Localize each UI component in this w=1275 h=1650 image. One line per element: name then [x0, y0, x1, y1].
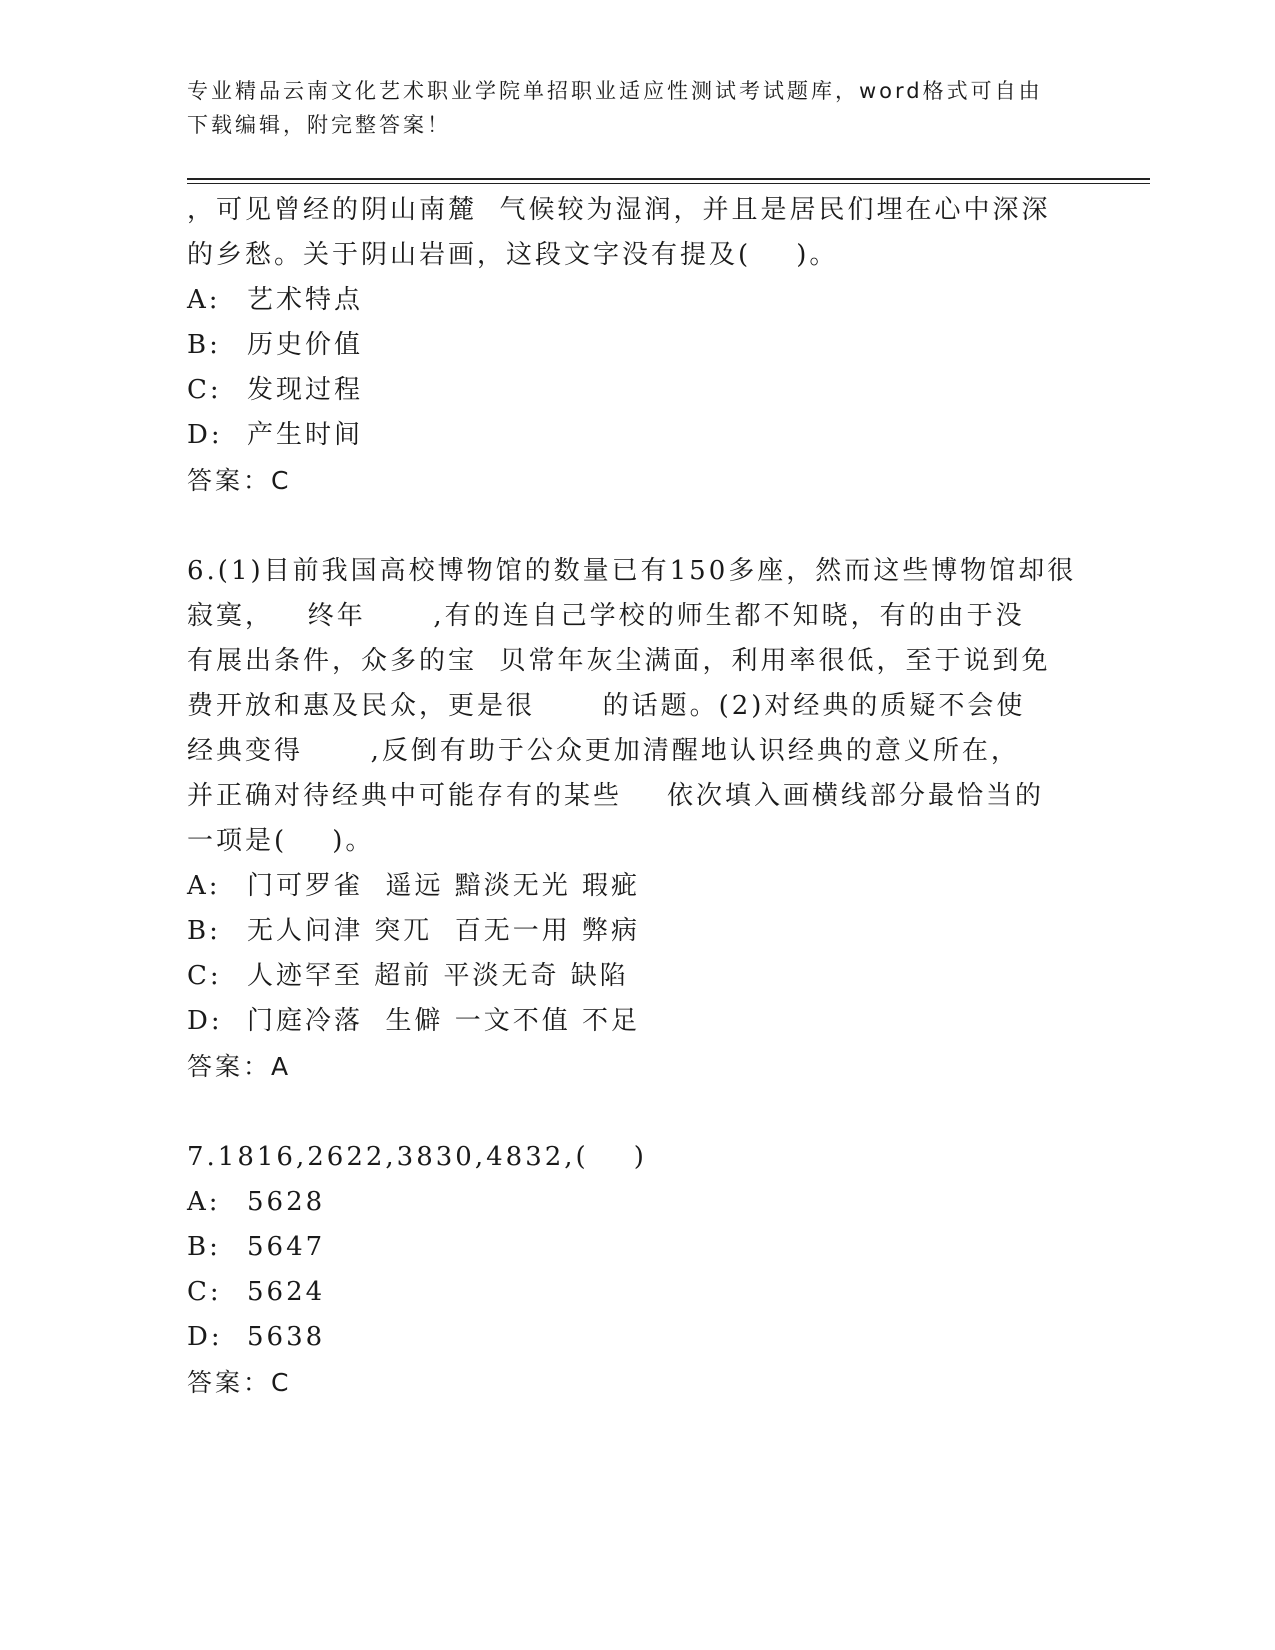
option-text: 人迹罕至 超前 平淡无奇 缺陷 [247, 961, 629, 991]
option-label: B: [187, 330, 221, 360]
option-text: 产生时间 [247, 420, 364, 450]
header-divider-thin [187, 183, 1150, 184]
option-text: 门可罗雀 遥远 黯淡无光 瑕疵 [247, 871, 641, 901]
option-d [187, 1315, 1087, 1360]
option-text: 艺术特点 [247, 285, 364, 315]
header-line: 专业精品云南文化艺术职业学院单招职业适应性测试考试题库，word格式可自由 [187, 79, 1043, 103]
option-text: 历史价值 [247, 330, 364, 360]
question-text-line: 6.(1)目前我国高校博物馆的数量已有150多座，然而这些博物馆却很 [187, 556, 1077, 586]
option-label: C: [187, 375, 222, 405]
option-label: A: [187, 871, 221, 901]
option-text: 发现过程 [247, 375, 364, 405]
question-text-line: 的乡愁。关于阴山岩画，这段文字没有提及( )。 [187, 240, 839, 270]
option-c [187, 954, 1087, 999]
question-text-line: 费开放和惠及民众，更是很 的话题。(2)对经典的质疑不会使 [187, 691, 1026, 721]
option-a [187, 278, 1087, 323]
option-label: C: [187, 1277, 222, 1307]
question-7 [187, 1135, 1087, 1405]
option-label: B: [187, 916, 221, 946]
option-text: 无人问津 突兀 百无一用 弊病 [247, 916, 641, 946]
option-d [187, 413, 1087, 458]
option-label: A: [187, 1187, 221, 1217]
option-d [187, 999, 1087, 1044]
option-label: D: [187, 1006, 223, 1036]
option-label: B: [187, 1232, 221, 1262]
question-text-line: ，可见曾经的阴山南麓 气候较为湿润，并且是居民们埋在心中深深 [187, 195, 1051, 225]
question-text-line: 7.1816,2622,3830,4832,( ) [187, 1142, 647, 1172]
question-text-line: 并正确对待经典中可能存有的某些 依次填入画横线部分最恰当的 [187, 781, 1045, 811]
option-label: D: [187, 1322, 223, 1352]
answer-line: 答案：A [187, 1052, 292, 1081]
option-c [187, 368, 1087, 413]
question-6 [187, 549, 1087, 1089]
question-text-line: 一项是( )。 [187, 826, 375, 856]
answer-line: 答案：C [187, 1368, 292, 1397]
option-a [187, 1180, 1087, 1225]
question-5 [187, 188, 1087, 503]
question-content [187, 188, 1087, 1405]
option-text: 5638 [247, 1322, 326, 1352]
option-label: C: [187, 961, 222, 991]
question-text-line: 有展出条件，众多的宝 贝常年灰尘满面，利用率很低，至于说到免 [187, 646, 1051, 676]
option-text: 5647 [247, 1232, 326, 1262]
question-text-line: 寂寞， 终年 ,有的连自己学校的师生都不知晓，有的由于没 [187, 601, 1025, 631]
option-b [187, 909, 1087, 954]
option-b [187, 323, 1087, 368]
option-a [187, 864, 1087, 909]
option-text: 5628 [247, 1187, 326, 1217]
page-header [187, 74, 1067, 142]
option-c [187, 1270, 1087, 1315]
option-label: A: [187, 285, 221, 315]
option-label: D: [187, 420, 223, 450]
header-line: 下载编辑，附完整答案！ [187, 113, 451, 137]
question-text-line: 经典变得 ,反倒有助于公众更加清醒地认识经典的意义所在， [187, 736, 1020, 766]
header-divider [187, 178, 1150, 180]
option-text: 5624 [247, 1277, 326, 1307]
option-text: 门庭冷落 生僻 一文不值 不足 [247, 1006, 641, 1036]
option-b [187, 1225, 1087, 1270]
answer-line: 答案：C [187, 466, 292, 495]
